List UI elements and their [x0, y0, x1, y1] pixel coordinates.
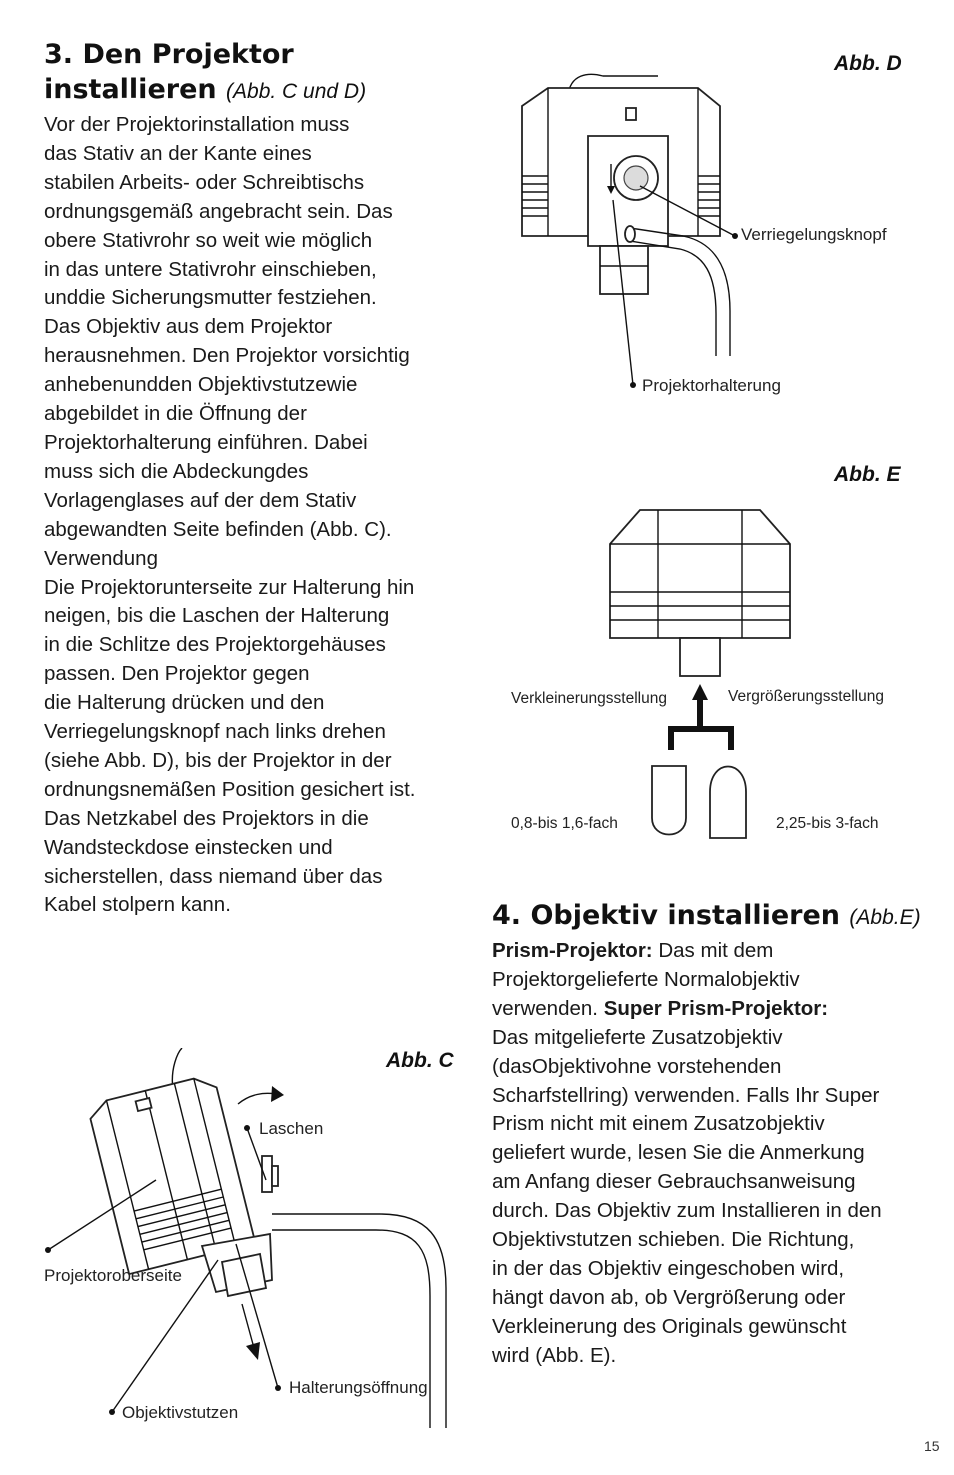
section3-line: Verwendung [44, 546, 158, 570]
section3-line: das Stativ an der Kante eines [44, 141, 312, 165]
section4-line-text: Das mit dem [652, 939, 774, 962]
section4-line-bold: Prism-Projektor: [492, 939, 653, 962]
section3-line: passen. Den Projektor gegen [44, 662, 310, 686]
section4-line [492, 937, 922, 966]
figD-label-knob: Verriegelungsknopf [741, 225, 887, 244]
section4-line [492, 1110, 922, 1139]
section3-line: abgebildet in die Öffnung der [44, 402, 307, 426]
figC-label-opening: Halterungsöffnung [289, 1378, 428, 1397]
section3-line: die Halterung drücken und den [44, 691, 325, 715]
section4-heading [492, 898, 921, 935]
section4-line [492, 1168, 922, 1197]
figE-label-reduce: Verkleinerungsstellung [511, 690, 667, 707]
section3-line: sicherstellen, dass niemand über das [44, 864, 383, 888]
section4-heading-ref: (Abb.E) [849, 906, 921, 929]
section3-line: in das untere Stativrohr einschieben, [44, 257, 377, 281]
section4-line [492, 995, 922, 1024]
figC-label-top: Projektoroberseite [44, 1266, 182, 1285]
section3-line: Die Projektorunterseite zur Halterung hin [44, 575, 415, 599]
section3-line: Projektorhalterung einführen. Dabei [44, 430, 368, 454]
section4-line-text: durch. Das Objektiv zum Installieren in den [492, 1199, 882, 1223]
figE-label-range-high: 2,25-bis 3-fach [776, 815, 879, 832]
section4-line-bold-after: Super Prism-Projektor: [603, 996, 829, 1020]
section4-line-text: in der das Objektiv eingeschoben wird, [492, 1256, 845, 1280]
figE-projector [610, 510, 790, 638]
section3-line: ordnungsnemäßen Position gesichert ist. [44, 777, 416, 801]
section3-line: anhebenundden Objektivstutzewie [44, 373, 358, 397]
section3-line: stabilen Arbeits- oder Schreibtischs [44, 170, 365, 194]
section3-line: herausnehmen. Den Projektor vorsichtig [44, 344, 410, 368]
section4-heading-text: 4. Objektiv installieren [492, 900, 841, 931]
section4-line [492, 1342, 922, 1371]
section4-line-text: Verkleinerung des Originals gewünscht [492, 1314, 847, 1338]
figE-label-range-low: 0,8-bis 1,6-fach [511, 815, 618, 832]
section4-body [492, 937, 922, 1371]
section3-line: in die Schlitze des Projektorgehäuses [44, 633, 386, 657]
section4-line [492, 1255, 922, 1284]
section4-line-text: Objektivstutzen schieben. Die Richtung, [492, 1228, 855, 1252]
figE-title: Abb. E [834, 463, 901, 486]
section4-line [492, 1139, 922, 1168]
section3-line: Das Objektiv aus dem Projektor [44, 315, 333, 339]
section4-line-text: Prism nicht mit einem Zusatzobjektiv [492, 1112, 825, 1136]
section3-heading-line1: 3. Den Projektor [44, 39, 294, 70]
section4-line [492, 1024, 922, 1053]
section4-line [492, 1082, 922, 1111]
figE-fork [668, 726, 734, 750]
section4-line [492, 1284, 922, 1313]
page-number: 15 [924, 1438, 940, 1454]
section4-line-text: geliefert wurde, lesen Sie die Anmerkung [492, 1141, 865, 1165]
section4-line [492, 1197, 922, 1226]
section4-line [492, 1053, 922, 1082]
section4-line-text: Scharfstellring) verwenden. Falls Ihr Super [492, 1083, 880, 1107]
section3-heading [44, 37, 366, 109]
section4-line-text: hängt davon ab, ob Vergrößerung oder [492, 1285, 846, 1309]
section3-line: obere Stativrohr so weit wie möglich [44, 228, 373, 252]
section3-line: Wandsteckdose einstecken und [44, 835, 333, 859]
figE-arrow [692, 684, 708, 728]
section4-line-text: am Anfang dieser Gebrauchsanweisung [492, 1170, 856, 1194]
section3-body [44, 111, 474, 920]
figD-slot [626, 108, 636, 120]
section3-line: ordnungsgemäß angebracht sein. Das [44, 199, 393, 223]
section3-line: Das Netzkabel des Projektors in die [44, 806, 369, 830]
section3-line: neigen, bis die Laschen der Halterung [44, 604, 390, 628]
section4-line [492, 1313, 922, 1342]
figC-arrow-tilt [271, 1086, 284, 1102]
section3-heading-ref: (Abb. C und D) [226, 80, 367, 103]
figC-title: Abb. C [386, 1049, 454, 1072]
section4-line [492, 966, 922, 995]
section4-line-text: wird (Abb. E). [492, 1343, 617, 1367]
figC-label-socket: Objektivstutzen [122, 1403, 239, 1422]
section4-line-text: verwenden. [492, 996, 604, 1020]
section3-line: unddie Sicherungsmutter festziehen. [44, 286, 377, 310]
section3-line: Vorlagenglases auf der dem Stativ [44, 488, 357, 512]
figD-label-mount: Projektorhalterung [642, 376, 781, 395]
figE-lens-reduce [652, 766, 686, 835]
figE-lens-enlarge [710, 767, 746, 839]
section3-line: Verriegelungsknopf nach links drehen [44, 720, 386, 744]
figE-label-enlarge: Vergrößerungsstellung [728, 688, 884, 705]
section3-line: abgewandten Seite befinden (Abb. C). [44, 517, 392, 541]
figE-socket [680, 638, 720, 676]
section3-line: (siehe Abb. D), bis der Projektor in der [44, 748, 392, 772]
figE-drawing [600, 500, 800, 850]
section3-line: Vor der Projektorinstallation muss [44, 113, 350, 136]
section4-line-text: Projektorgelieferte Normalobjektiv [492, 967, 800, 991]
figD-title: Abb. D [834, 52, 902, 75]
section3-heading-line2: installieren [44, 74, 217, 105]
figD-leaders [500, 170, 750, 395]
section4-line [492, 1226, 922, 1255]
section4-line-text: (dasObjektivohne vorstehenden [492, 1054, 782, 1078]
section3-line: Kabel stolpern kann. [44, 893, 231, 917]
figC-label-tabs: Laschen [259, 1119, 324, 1138]
section3-line: muss sich die Abdeckungdes [44, 459, 309, 483]
section4-line-text: Das mitgelieferte Zusatzobjektiv [492, 1025, 783, 1049]
